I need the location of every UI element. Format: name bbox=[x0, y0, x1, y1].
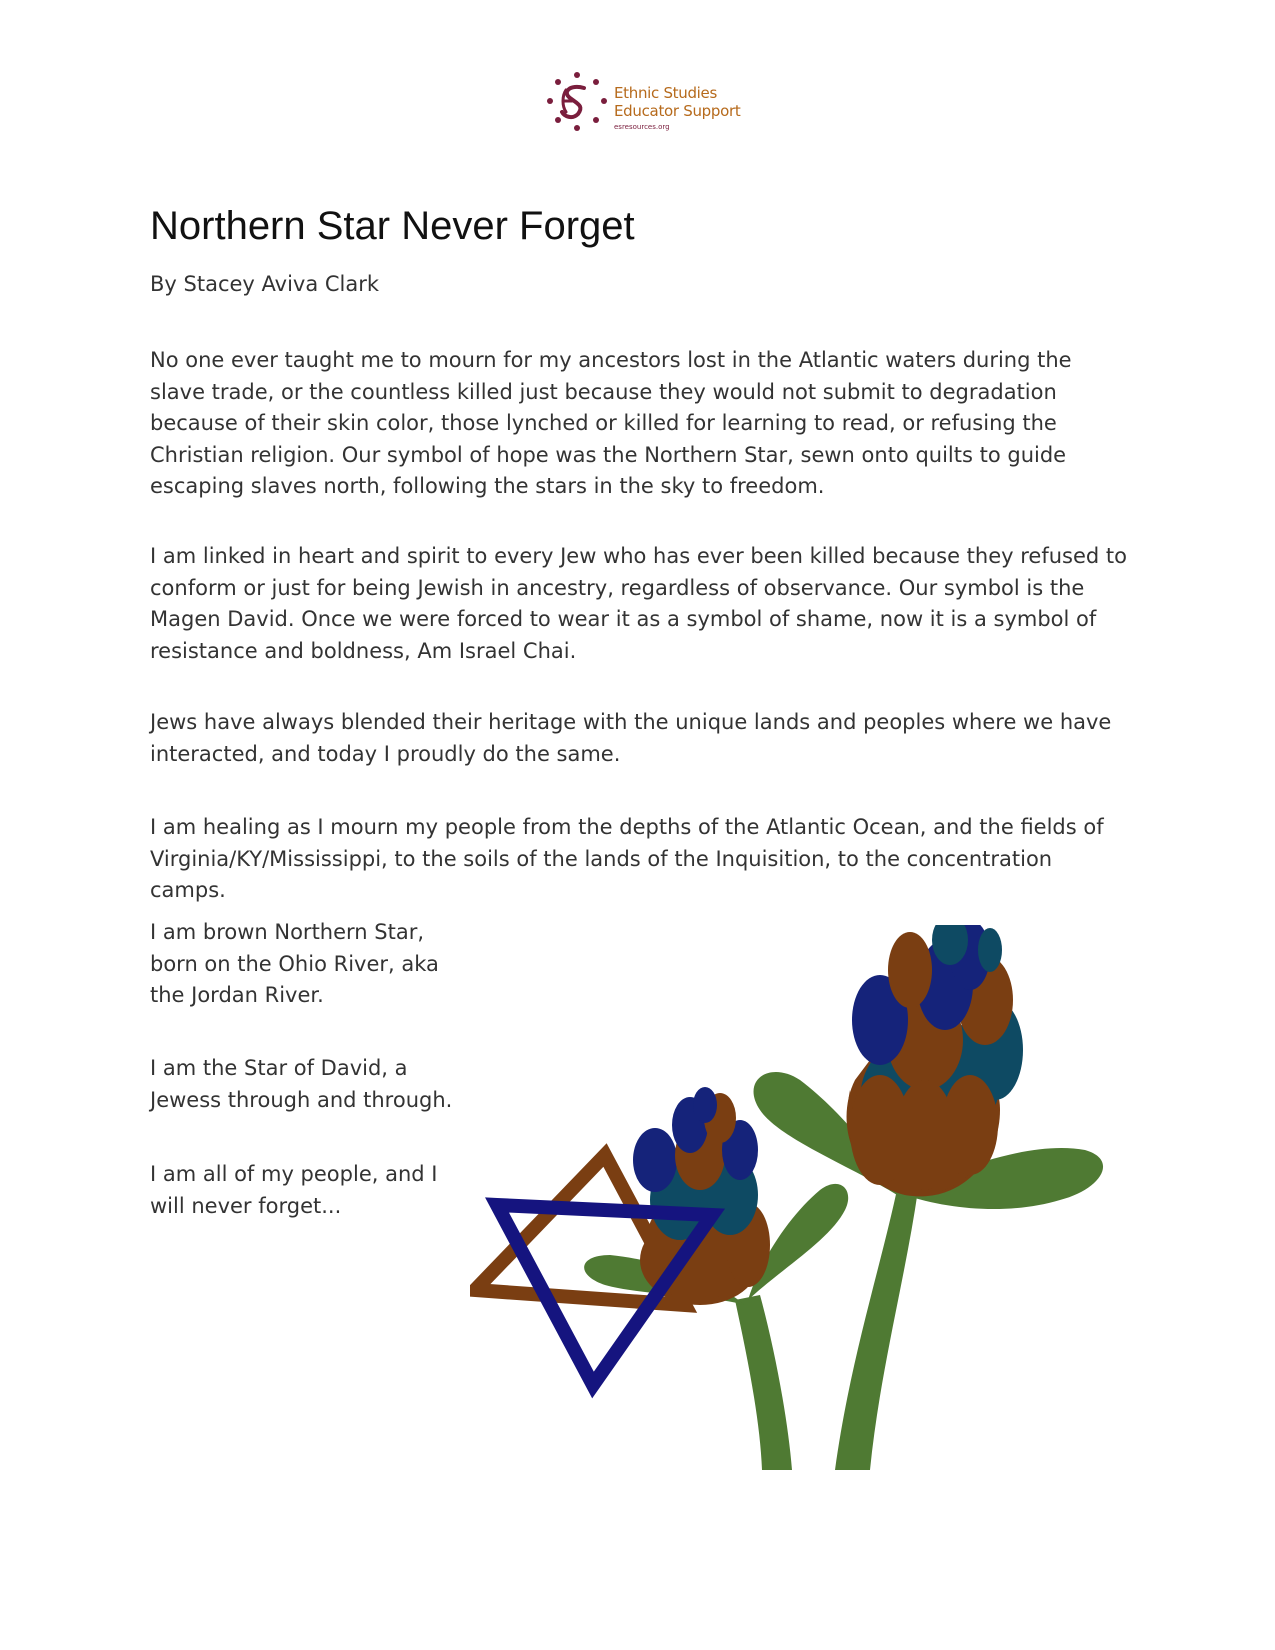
byline: By Stacey Aviva Clark bbox=[150, 272, 380, 296]
logo-mark-icon bbox=[544, 70, 610, 136]
logo-line-1: Ethnic Studies bbox=[614, 84, 717, 102]
logo-wordmark bbox=[614, 84, 740, 120]
page-title: Northern Star Never Forget bbox=[150, 204, 635, 248]
paragraph-4: I am healing as I mourn my people from the depths of the Atlantic Ocean, and the fields of Virginia/KY/Mississippi, to the soils of the lands of the Inquisition, to the concentration camps. bbox=[150, 815, 1104, 902]
paragraph-3: Jews have always blended their heritage with the unique lands and peoples where we have interacted, and today I proudly do the same. bbox=[150, 710, 1112, 766]
paragraph-2: I am linked in heart and spirit to every Jew who has ever been killed because they refused to conform or just for being Jewish in ancestry, regardless of observance. Our symbol is the Magen David. Once we were forced to wear it as a symbol of shame, now it is a symbol of resistance and boldness, Am Israel Chai. bbox=[150, 544, 1127, 663]
paragraph-1: No one ever taught me to mourn for my ancestors lost in the Atlantic waters during the slave trade, or the countless killed just because they would not submit to degradation because of their skin color, those lynched or killed for learning to read, or refusing the Christian religion. Our symbol of hope was the Northern Star, sewn onto quilts to guide escaping slaves north, following the stars in the sky to freedom. bbox=[150, 348, 1072, 498]
flowers-star-illustration bbox=[470, 925, 1120, 1485]
poem-stanza-3: I am all of my people, and I will never forget... bbox=[150, 1162, 438, 1218]
logo bbox=[544, 70, 741, 140]
stem-right bbox=[835, 1185, 918, 1470]
stem-left bbox=[735, 1295, 792, 1470]
logo-line-2: Educator Support bbox=[614, 102, 741, 120]
flower-right bbox=[847, 925, 1023, 1196]
poem-stanza-2: I am the Star of David, a Jewess through and through. bbox=[150, 1056, 453, 1112]
logo-url: esresources.org bbox=[614, 123, 670, 131]
poem-stanza-1: I am brown Northern Star, born on the Ohio River, aka the Jordan River. bbox=[150, 920, 439, 1007]
flower-left bbox=[633, 1087, 770, 1305]
